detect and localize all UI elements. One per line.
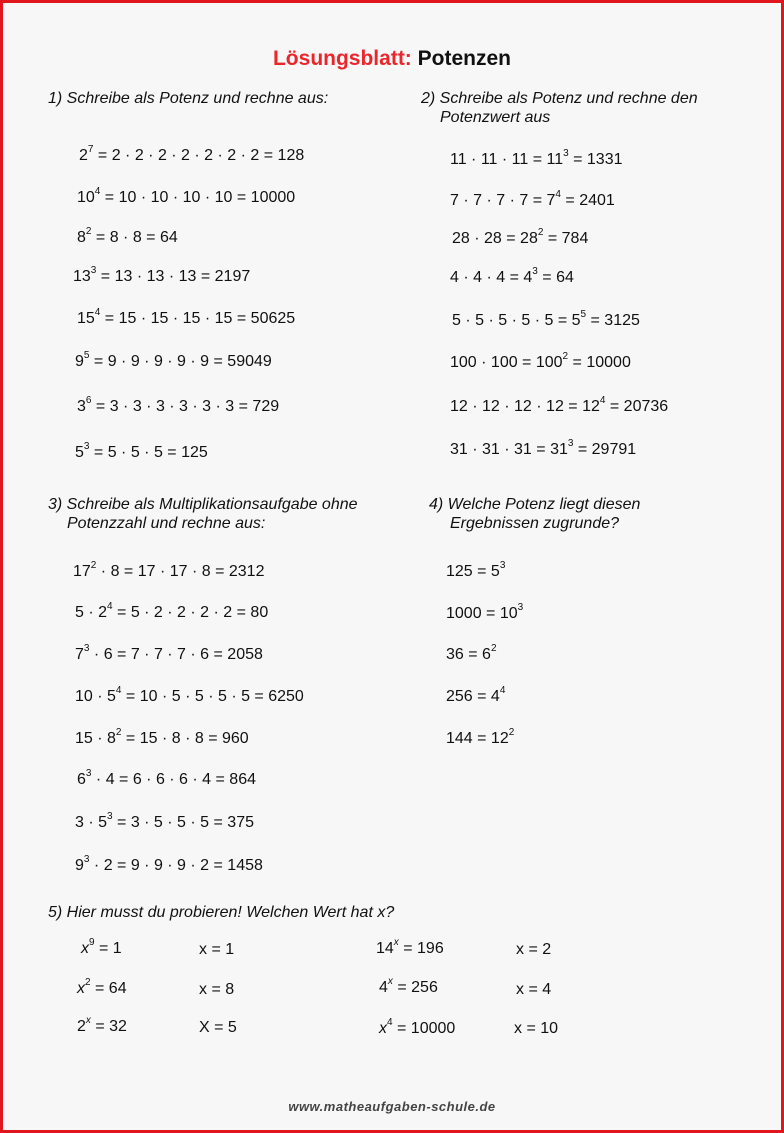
- s5-ans-5: x = 4: [516, 981, 552, 998]
- title-topic: Potenzen: [417, 47, 511, 70]
- section-4-heading-line2: Ergebnissen zugrunde?: [450, 515, 620, 532]
- s3-eq-7: $3 \cdot 5^3 = 3 \cdot 5 \cdot 5 \cdot 5 = 375$: [75, 811, 254, 831]
- s5-eq-4: $14^x = 196$: [376, 937, 444, 957]
- section-1-heading: 1) Schreibe als Potenz und rechne aus:: [48, 90, 329, 107]
- s3-eq-8: $9^3 \cdot 2 = 9 \cdot 9 \cdot 9 \cdot 2 = 1458$: [75, 854, 263, 874]
- s4-eq-4: $256 = 4^4$: [446, 685, 506, 705]
- s1-eq-2: $10^4 = 10 \cdot 10 \cdot 10 \cdot 10 = 10000$: [77, 186, 296, 206]
- section-4-heading-line1: 4) Welche Potenz liegt diesen: [429, 496, 641, 513]
- s1-eq-4: $13^3 = 13 \cdot 13 \cdot 13 = 2197$: [73, 265, 251, 285]
- s5-eq-1: $x^9 = 1$: [81, 937, 122, 957]
- s4-eq-3: $36 = 6^2$: [446, 643, 497, 663]
- s1-eq-7: $3^6 = 3 \cdot 3 \cdot 3 \cdot 3 \cdot 3 \cdot 3 = 729$: [77, 395, 280, 415]
- title-label: Lösungsblatt:: [272, 47, 412, 70]
- section-2-heading: [421, 89, 698, 127]
- s5-eq-6: $x^4 = 10000$: [379, 1017, 456, 1037]
- s3-eq-6: $6^3 \cdot 4 = 6 \cdot 6 \cdot 6 \cdot 4 = 864$: [77, 768, 256, 788]
- s2-eq-6: $100 \cdot 100 = 100^2 = 10000$: [450, 351, 631, 371]
- s5-ans-1: x = 1: [199, 941, 235, 958]
- s3-eq-3: $7^3 \cdot 6 = 7 \cdot 7 \cdot 7 \cdot 6 = 2058$: [75, 643, 263, 663]
- section-5-heading: 5) Hier musst du probieren! Welchen Wert hat x?: [48, 904, 395, 921]
- s1-eq-1: $2^7 = 2 \cdot 2 \cdot 2 \cdot 2 \cdot 2 \cdot 2 \cdot 2 = 128$: [79, 144, 305, 164]
- s1-eq-6: $9^5 = 9 \cdot 9 \cdot 9 \cdot 9 \cdot 9 = 59049$: [75, 350, 272, 370]
- s2-eq-8: $31 \cdot 31 \cdot 31 = 31^3 = 29791$: [450, 438, 637, 458]
- page-title: [3, 47, 781, 71]
- section-3-heading-line2: Potenzzahl und rechne aus:: [67, 515, 266, 532]
- s5-ans-2: x = 8: [199, 981, 235, 998]
- s3-eq-4: $10 \cdot 5^4 = 10 \cdot 5 \cdot 5 \cdot 5 \cdot 5 = 6250$: [75, 685, 304, 705]
- section-3-heading-line1: 3) Schreibe als Multiplikationsaufgabe ohne: [48, 496, 358, 513]
- s2-eq-2: $7 \cdot 7 \cdot 7 \cdot 7 = 7^4 = 2401$: [450, 189, 615, 209]
- s2-eq-3: $28 \cdot 28 = 28^2 = 784$: [452, 227, 589, 247]
- s1-eq-3: $8^2 = 8 \cdot 8 = 64$: [77, 226, 178, 246]
- s2-eq-4: $4 \cdot 4 \cdot 4 = 4^3 = 64$: [450, 266, 574, 286]
- s2-eq-5: $5 \cdot 5 \cdot 5 \cdot 5 \cdot 5 = 5^5 = 3125$: [452, 309, 640, 329]
- s1-eq-8: $5^3 = 5 \cdot 5 \cdot 5 = 125$: [75, 441, 208, 461]
- s5-eq-2: $x^2 = 64$: [77, 977, 127, 997]
- s4-eq-2: $1000 = 10^3$: [446, 602, 524, 622]
- s4-eq-1: $125 = 5^3$: [446, 560, 506, 580]
- s3-eq-5: $15 \cdot 8^2 = 15 \cdot 8 \cdot 8 = 960$: [75, 727, 249, 747]
- section-3-heading: [48, 495, 358, 533]
- s5-ans-4: x = 2: [516, 941, 552, 958]
- section-4-heading: [429, 495, 640, 533]
- s2-eq-7: $12 \cdot 12 \cdot 12 \cdot 12 = 12^4 = 20736$: [450, 395, 669, 415]
- s5-ans-3: X = 5: [199, 1019, 237, 1036]
- s5-eq-3: $2^x = 32$: [77, 1015, 127, 1035]
- s2-eq-1: $11 \cdot 11 \cdot 11 = 11^3 = 1331$: [450, 148, 623, 168]
- s5-eq-5: $4^x = 256$: [379, 976, 438, 996]
- footer-url: www.matheaufgaben-schule.de: [288, 1099, 496, 1114]
- section-2-heading-line2: Potenzwert aus: [440, 109, 551, 126]
- s3-eq-1: $17^2 \cdot 8 = 17 \cdot 17 \cdot 8 = 2312$: [73, 560, 265, 580]
- section-2-heading-line1: 2) Schreibe als Potenz und rechne den: [421, 90, 698, 107]
- s4-eq-5: $144 = 12^2$: [446, 727, 515, 747]
- s5-ans-6: x = 10: [514, 1020, 559, 1037]
- s3-eq-2: $5 \cdot 2^4 = 5 \cdot 2 \cdot 2 \cdot 2 \cdot 2 = 80$: [75, 601, 269, 621]
- s1-eq-5: $15^4 = 15 \cdot 15 \cdot 15 \cdot 15 = 50625$: [77, 307, 296, 327]
